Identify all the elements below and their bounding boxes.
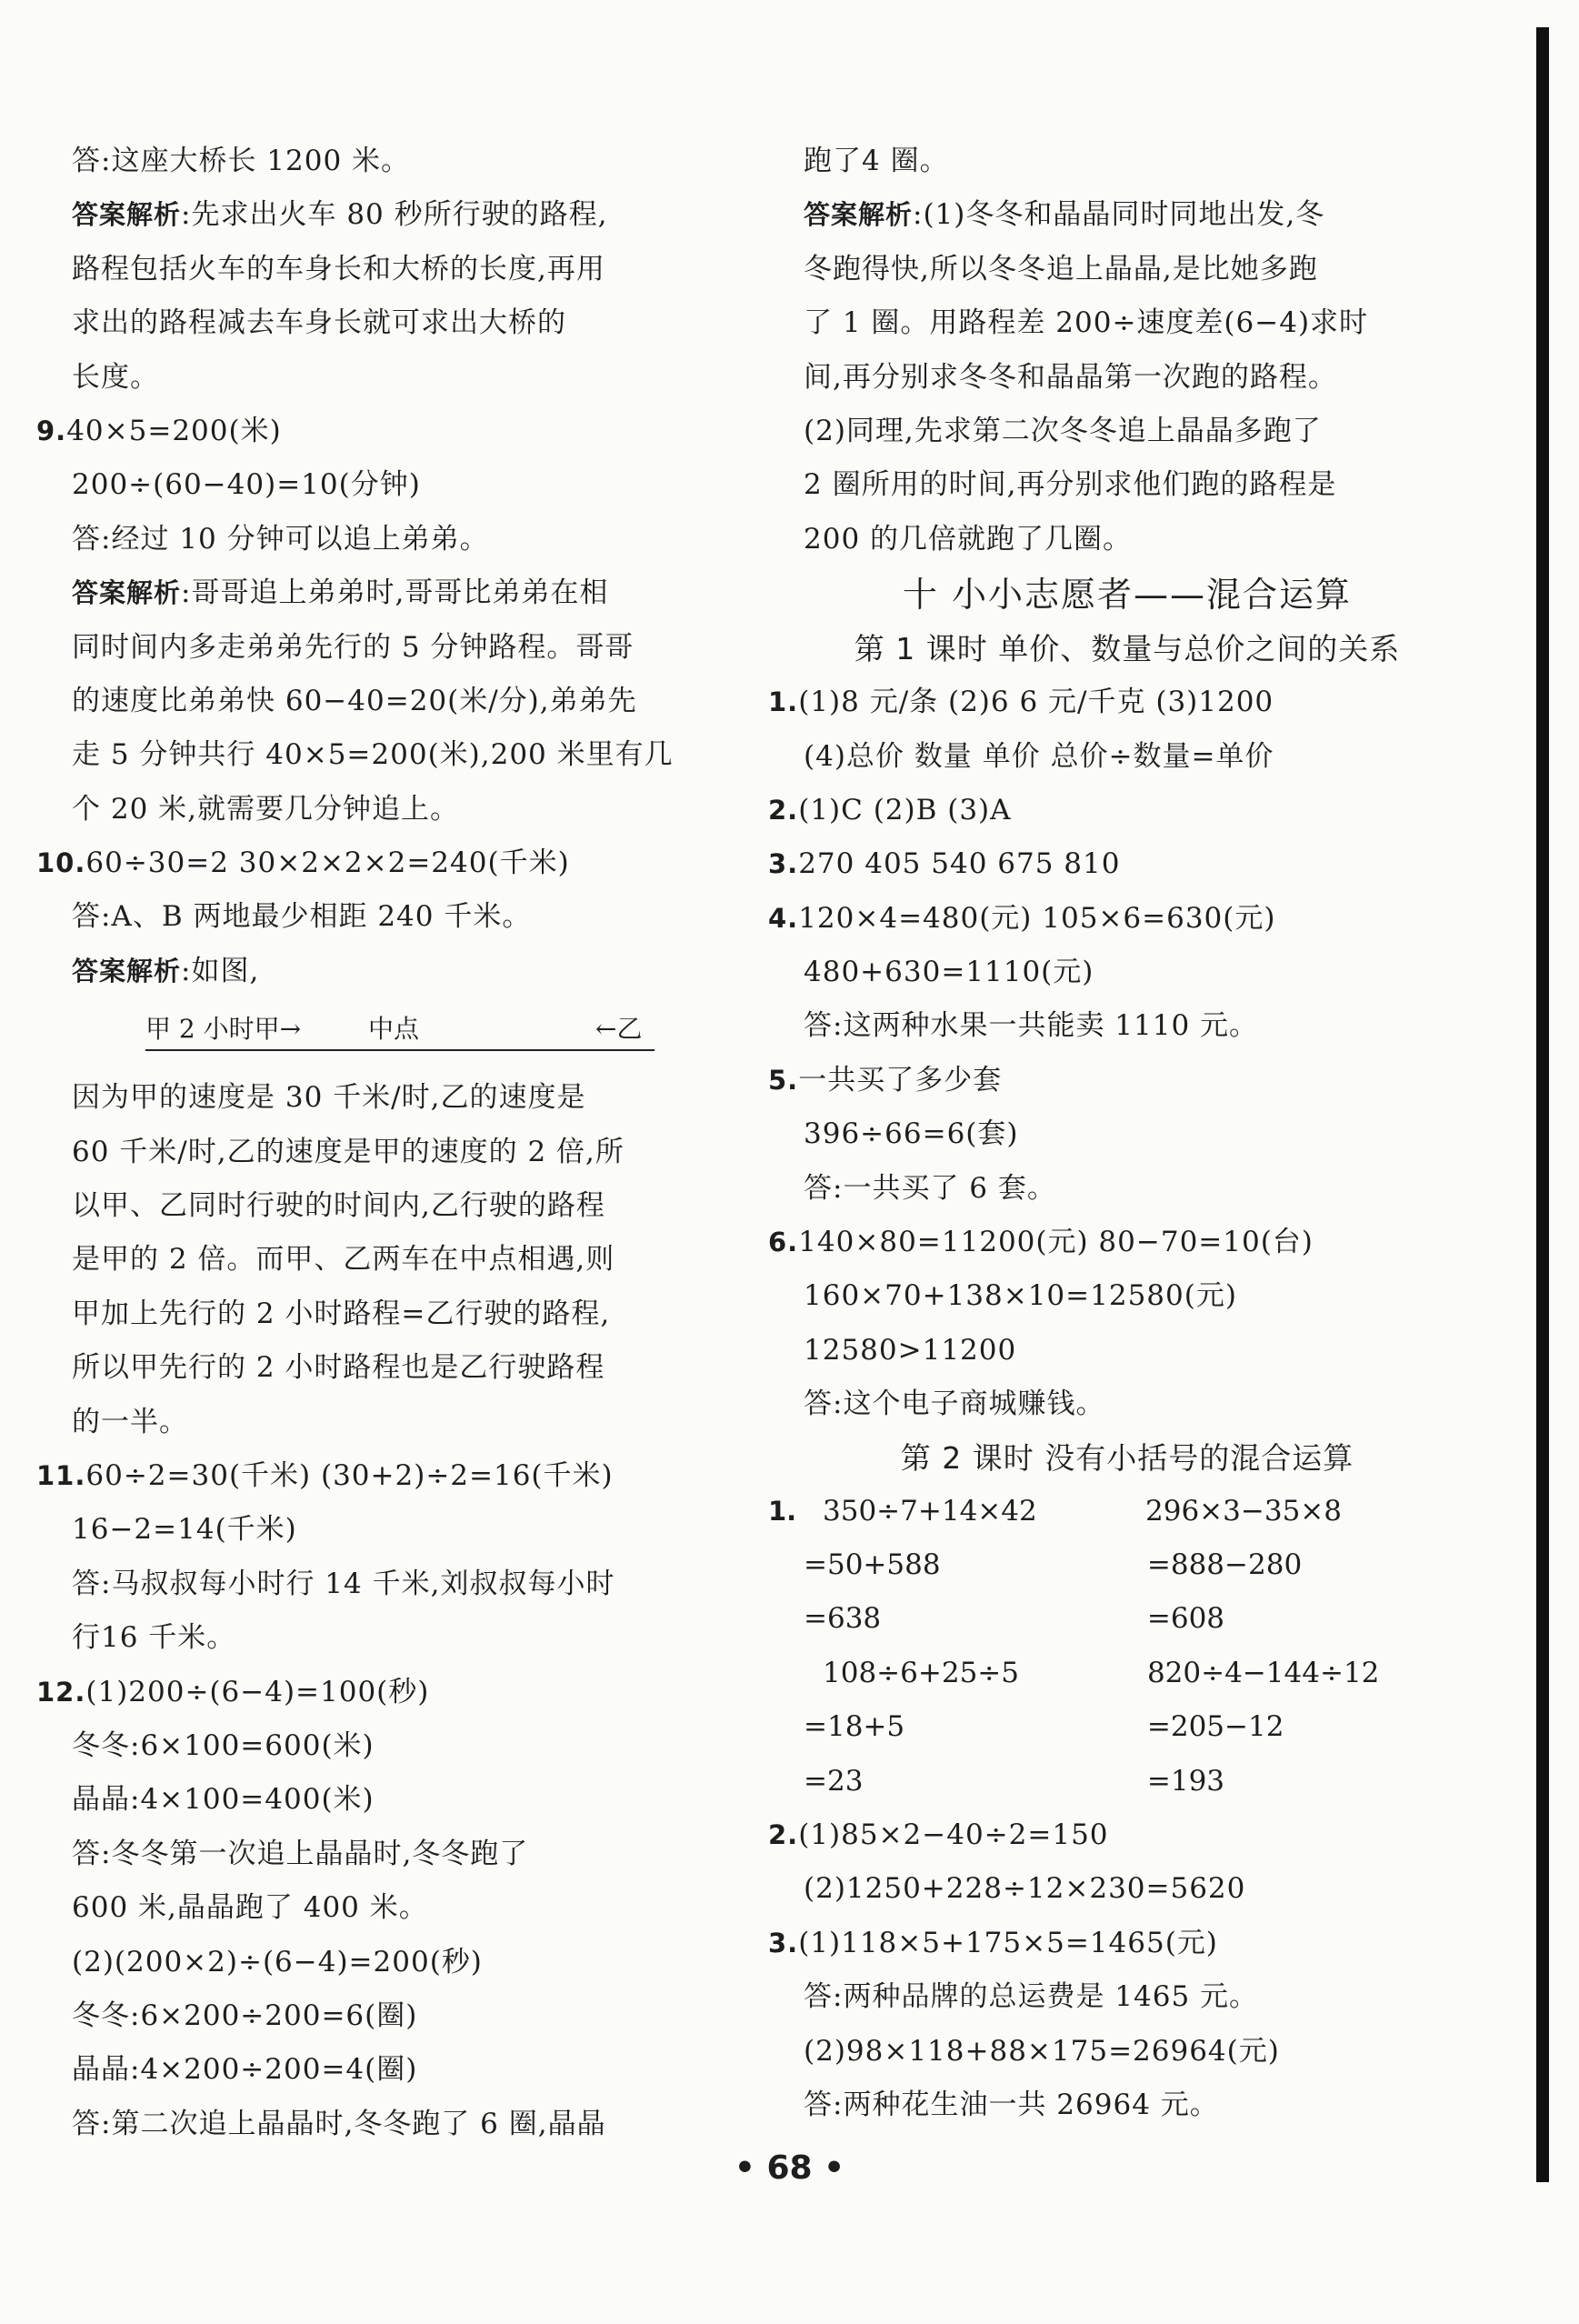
distance-diagram — [68, 998, 723, 1071]
lesson-2-title: 第 2 课时 没有小括号的混合运算 — [900, 1439, 1354, 1476]
question-number: 11. — [36, 1459, 86, 1491]
answer-line: 答:一共买了 6 套。 — [804, 1171, 1056, 1205]
calc-cell: =608 — [1146, 1602, 1225, 1636]
diagram-label-midpoint: 中点 — [368, 1014, 420, 1045]
answer-line: 答:经过 10 分钟可以追上弟弟。 — [72, 522, 489, 556]
answer-line: 答:两种品牌的总运费是 1465 元。 — [804, 1980, 1259, 2014]
question-number: 10. — [36, 847, 86, 879]
calc-row — [800, 1538, 1454, 1592]
analysis-label: 答案解析 — [72, 577, 182, 609]
text-line: 的一半。 — [72, 1405, 188, 1438]
answer-line: 答:这座大桥长 1200 米。 — [72, 145, 411, 177]
exercise-5: 5.一共买了多少套 — [768, 1063, 1003, 1097]
question-9: 9.40×5=200(米) — [36, 414, 282, 447]
right-column — [768, 135, 1454, 2132]
calc-cell: 296×3−35×8 — [1145, 1494, 1342, 1528]
text-line: 因为甲的速度是 30 千米/时,乙的速度是 — [72, 1081, 586, 1115]
text-line: 60 千米/时,乙的速度是甲的速度的 2 倍,所 — [72, 1135, 625, 1168]
calc-row — [800, 1647, 1454, 1700]
calc-row — [800, 1592, 1454, 1646]
question-number: 4. — [768, 902, 799, 934]
analysis-line: 答案解析:哥哥追上弟弟时,哥哥比弟弟在相 — [72, 576, 609, 610]
question-12: 12.(1)200÷(6−4)=100(秒) — [36, 1675, 430, 1708]
question-10: 10.60÷30=2 30×2×2×2=240(千米) — [36, 846, 570, 880]
question-number: 3. — [768, 848, 799, 880]
text-line: 晶晶:4×200÷200=4(圈) — [72, 2053, 418, 2087]
calc-cell: =888−280 — [1146, 1548, 1303, 1581]
exercise-1: 1.(1)8 元/条 (2)6 6 元/千克 (3)1200 — [768, 686, 1274, 719]
text-line: (2)同理,先求第二次冬冬追上晶晶多跑了 — [804, 414, 1322, 447]
calc-cell: =638 — [804, 1602, 882, 1636]
text-line: 12580>11200 — [804, 1333, 1017, 1367]
question-number: 3. — [768, 1927, 799, 1958]
text-line: 求出的路程减去车身长就可求出大桥的 — [72, 306, 566, 340]
text-line: 16−2=14(千米) — [72, 1513, 297, 1547]
text-line: (4)总价 数量 单价 总价÷数量=单价 — [804, 739, 1274, 773]
text-line: 200 的几倍就跑了几圈。 — [804, 522, 1133, 556]
text-line: 以甲、乙同时行驶的时间内,乙行驶的路程 — [72, 1189, 605, 1223]
text-line: 长度。 — [72, 360, 159, 394]
question-number: 5. — [768, 1064, 799, 1096]
text-line: 480+630=1110(元) — [804, 956, 1094, 989]
left-column — [36, 135, 723, 2151]
question-number: 12. — [36, 1676, 86, 1708]
calc-cell: =23 — [804, 1764, 864, 1798]
text-line: 冬冬:6×200÷200=6(圈) — [72, 1998, 418, 2032]
diagram-label-yi: ←乙 — [595, 1014, 643, 1045]
calc-cell: 350÷7+14×42 — [823, 1494, 1037, 1528]
exercise-2: 2.(1)C (2)B (3)A — [768, 793, 1012, 826]
text-line: (2)(200×2)÷(6−4)=200(秒) — [72, 1945, 483, 1978]
analysis-line: 答案解析:(1)冬冬和晶晶同时同地出发,冬 — [804, 198, 1325, 232]
answer-line: 答:马叔叔每小时行 14 千米,刘叔叔每小时 — [72, 1567, 615, 1600]
calc-row — [768, 1485, 1454, 1538]
text-line: 冬跑得快,所以冬冬追上晶晶,是比她多跑 — [804, 252, 1318, 285]
question-number: 6. — [768, 1227, 799, 1258]
exercise-3: 3.270 405 540 675 810 — [768, 847, 1121, 881]
question-11: 11.60÷2=30(千米) (30+2)÷2=16(千米) — [36, 1458, 614, 1492]
analysis-label: 答案解析 — [72, 955, 182, 987]
analysis-line: 答案解析:如图, — [72, 954, 260, 987]
question-number: 1. — [768, 686, 799, 718]
calc-cell: 108÷6+25÷5 — [823, 1656, 1019, 1689]
diagram-label-jia: 甲 2 小时甲→ — [145, 1014, 302, 1045]
analysis-label: 答案解析 — [804, 199, 914, 231]
calc-row — [800, 1700, 1454, 1754]
question-number: 2. — [768, 794, 799, 826]
page-edge-bar — [1536, 27, 1549, 2182]
text-line: 走 5 分钟共行 40×5=200(米),200 米里有几 — [72, 738, 674, 772]
text-line: 396÷66=6(套) — [804, 1117, 1019, 1151]
lesson-1-title: 第 1 课时 单价、数量与总价之间的关系 — [854, 631, 1401, 667]
text-line: 路程包括火车的车身长和大桥的长度,再用 — [72, 252, 605, 285]
calc-cell: =50+588 — [804, 1548, 941, 1581]
text-line: 是甲的 2 倍。而甲、乙两车在中点相遇,则 — [72, 1243, 615, 1277]
calc-cell: =205−12 — [1146, 1710, 1284, 1744]
answer-line: 答:这个电子商城赚钱。 — [804, 1387, 1105, 1421]
text-line: 200÷(60−40)=10(分钟) — [72, 468, 421, 502]
analysis-label: 答案解析 — [72, 199, 182, 231]
calc-cell: =18+5 — [804, 1710, 905, 1744]
text-line: 600 米,晶晶跑了 400 米。 — [72, 1891, 428, 1925]
calc-row — [800, 1755, 1454, 1808]
exercise-4: 4.120×4=480(元) 105×6=630(元) — [768, 901, 1276, 935]
question-number: 9. — [36, 415, 67, 446]
text-line: 所以甲先行的 2 小时路程也是乙行驶路程 — [72, 1351, 605, 1385]
diagram-line — [145, 1049, 655, 1051]
text-line: 冬冬:6×100=600(米) — [72, 1728, 375, 1762]
text-line: (2)98×118+88×175=26964(元) — [804, 2034, 1280, 2068]
exercise-6: 6.140×80=11200(元) 80−70=10(台) — [768, 1226, 1314, 1259]
text-line: 个 20 米,就需要几分钟追上。 — [72, 792, 460, 826]
text-line: 行16 千米。 — [72, 1621, 236, 1655]
calc-cell: =193 — [1146, 1764, 1225, 1798]
text-line: 晶晶:4×100=400(米) — [72, 1783, 375, 1817]
text-line: 160×70+138×10=12580(元) — [804, 1279, 1237, 1313]
text-line: 甲加上先行的 2 小时路程=乙行驶的路程, — [72, 1297, 611, 1330]
text-line: (2)1250+228÷12×230=5620 — [804, 1872, 1246, 1906]
answer-line: 答:冬冬第一次追上晶晶时,冬冬跑了 — [72, 1837, 529, 1870]
question-number: 2. — [768, 1818, 799, 1850]
answer-line: 答:A、B 两地最少相距 240 千米。 — [72, 900, 532, 934]
answer-line: 答:这两种水果一共能卖 1110 元。 — [804, 1009, 1259, 1043]
calc-cell: 820÷4−144÷12 — [1146, 1656, 1380, 1689]
page-number: • 68 • — [734, 2149, 845, 2187]
text-line: 同时间内多走弟弟先行的 5 分钟路程。哥哥 — [72, 630, 635, 664]
unit-title: 十 小小志愿者——混合运算 — [902, 575, 1353, 616]
answer-line: 答:第二次追上晶晶时,冬冬跑了 6 圈,晶晶 — [72, 2107, 606, 2140]
answer-line: 答:两种花生油一共 26964 元。 — [804, 2088, 1219, 2121]
analysis-line: 答案解析:先求出火车 80 秒所行驶的路程, — [72, 198, 608, 232]
text-line: 2 圈所用的时间,再分别求他们跑的路程是 — [804, 468, 1337, 502]
text-line: 的速度比弟弟快 60−40=20(米/分),弟弟先 — [72, 684, 637, 717]
question-number: 1. — [768, 1495, 797, 1527]
text-line: 了 1 圈。用路程差 200÷速度差(6−4)求时 — [804, 306, 1369, 340]
text-line: 间,再分别求冬冬和晶晶第一次跑的路程。 — [804, 360, 1337, 394]
text-line: 跑了4 圈。 — [804, 145, 949, 177]
exercise-3b: 3.(1)118×5+175×5=1465(元) — [768, 1926, 1218, 1959]
exercise-2b: 2.(1)85×2−40÷2=150 — [768, 1818, 1109, 1851]
